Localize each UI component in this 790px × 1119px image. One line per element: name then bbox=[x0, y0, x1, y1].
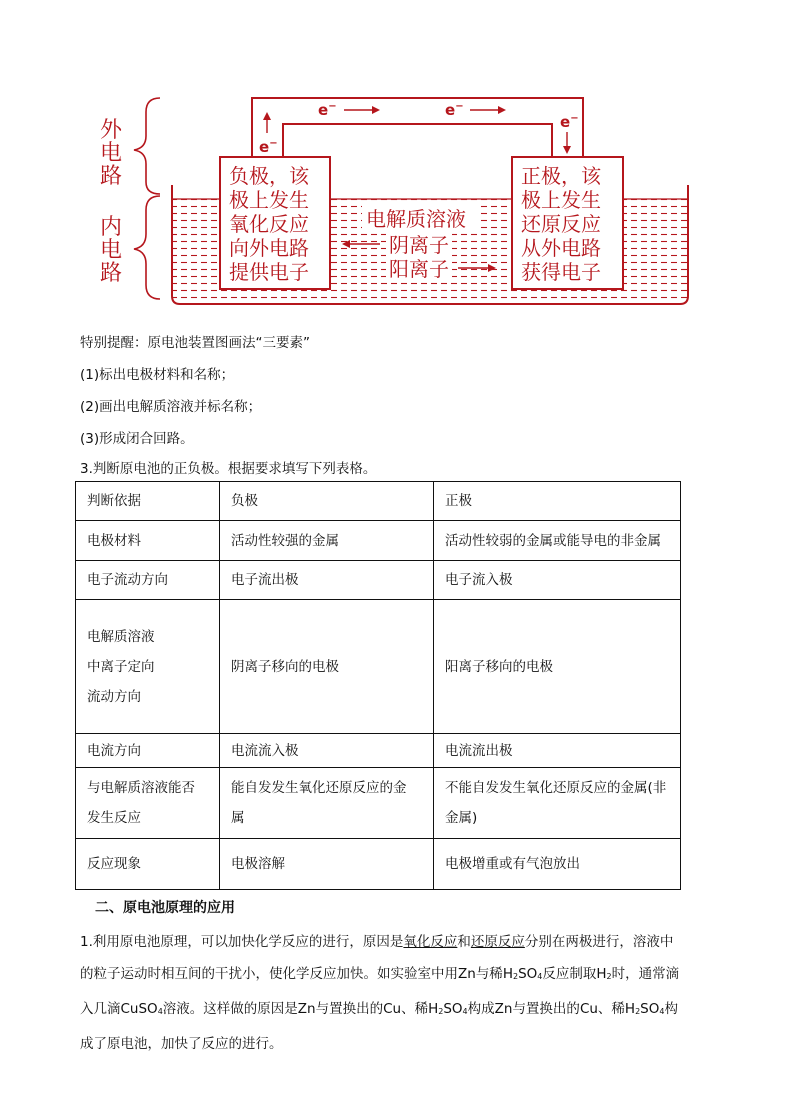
cell-line: 金属) bbox=[445, 810, 478, 826]
table-cell: 电极增重或有气泡放出 bbox=[434, 839, 681, 890]
negative-box-line-4: 向外电路 bbox=[229, 236, 309, 260]
cell-line: 不能自发发生氧化还原反应的金属(非 bbox=[445, 780, 667, 796]
table-cell bbox=[434, 768, 681, 839]
negative-box-line-2: 极上发生 bbox=[229, 188, 309, 212]
electrode-comparison-table bbox=[75, 481, 681, 890]
table-cell: 阳离子移向的电极 bbox=[434, 600, 681, 734]
cell-line: 电解质溶液 bbox=[87, 628, 155, 645]
table-cell: 活动性较弱的金属或能导电的非金属 bbox=[434, 521, 681, 561]
underlined-reduction: 还原反应 bbox=[470, 934, 525, 950]
external-wire-inner bbox=[283, 124, 552, 157]
electron-label-right: e− bbox=[560, 113, 579, 131]
table-row bbox=[76, 839, 681, 890]
outer-circuit-brace bbox=[134, 98, 160, 194]
table-cell: 电子流动方向 bbox=[76, 561, 220, 600]
header-cell-negative: 负极 bbox=[220, 482, 434, 521]
outer-circuit-label-3: 路 bbox=[100, 164, 123, 189]
application-paragraph: 1.利用原电池原理，可以加快化学反应的进行，原因是氧化反应和还原反应分别在两极进行，溶液中的粒子运动时相互间的干扰小，使化学反应加快。如实验室中用Zn与稀$H_2SO_4$反应制取$H_2$时，通常滴入几滴CuSO$_4$溶液。这样做的原因是Zn与置换出的Cu、稀$H_2SO_4$构成Zn与置换出的Cu、稀$H_2SO_4$构成了原电池，加快了反应的进行。 bbox=[80, 934, 680, 1052]
external-wire bbox=[252, 98, 583, 157]
table-cell: 电子流出极 bbox=[220, 561, 434, 600]
cell-line: 流动方向 bbox=[87, 688, 141, 705]
table-row bbox=[76, 521, 681, 561]
header-cell-positive: 正极 bbox=[434, 482, 681, 521]
section-2-title: 二、原电池原理的应用 bbox=[95, 900, 235, 916]
inner-circuit-label-2: 电 bbox=[100, 238, 123, 263]
table-row bbox=[76, 768, 681, 839]
table-cell bbox=[76, 768, 220, 839]
table-cell bbox=[76, 600, 220, 734]
table-cell: 电子流入极 bbox=[434, 561, 681, 600]
tip-item-1: (1)标出电极材料和名称； bbox=[80, 367, 235, 383]
header-cell-basis: 判断依据 bbox=[76, 482, 220, 521]
galvanic-cell-diagram bbox=[0, 0, 790, 320]
cell-line: 发生反应 bbox=[87, 810, 141, 826]
positive-box-line-5: 获得电子 bbox=[521, 260, 601, 284]
negative-box-line-1: 负极，该 bbox=[229, 164, 309, 188]
positive-box-line-4: 从外电路 bbox=[521, 236, 601, 260]
cell-line: 中离子定向 bbox=[87, 658, 155, 675]
inner-circuit-brace bbox=[134, 196, 160, 299]
electron-label-2: e− bbox=[445, 101, 464, 119]
table-row bbox=[76, 600, 681, 734]
table-cell: 活动性较强的金属 bbox=[220, 521, 434, 561]
cell-line: 与电解质溶液能否 bbox=[87, 780, 195, 796]
negative-box-line-3: 氧化反应 bbox=[229, 212, 309, 236]
table-cell: 电极溶解 bbox=[220, 839, 434, 890]
table-cell: 反应现象 bbox=[76, 839, 220, 890]
table-cell: 电极材料 bbox=[76, 521, 220, 561]
outer-circuit-label-1: 外 bbox=[100, 118, 123, 143]
table-cell: 电流流入极 bbox=[220, 734, 434, 768]
inner-circuit-label-1: 内 bbox=[100, 215, 123, 240]
inner-circuit-label-3: 路 bbox=[100, 261, 123, 286]
positive-box-line-3: 还原反应 bbox=[521, 212, 601, 236]
outer-circuit-label-2: 电 bbox=[100, 141, 123, 166]
cation-label: 阳离子 bbox=[389, 257, 449, 281]
table-cell: 阴离子移向的电极 bbox=[220, 600, 434, 734]
table-cell: 电流方向 bbox=[76, 734, 220, 768]
table-row bbox=[76, 561, 681, 600]
electron-label-1: e− bbox=[318, 101, 337, 119]
tip-item-3: (3)形成闭合回路。 bbox=[80, 431, 194, 447]
table-cell: 电流流出极 bbox=[434, 734, 681, 768]
positive-box-line-1: 正极，该 bbox=[521, 164, 601, 188]
table-row bbox=[76, 734, 681, 768]
cell-line: 属 bbox=[231, 810, 245, 826]
positive-box-line-2: 极上发生 bbox=[521, 188, 601, 212]
electrolyte-label: 电解质溶液 bbox=[366, 207, 466, 231]
negative-box-line-5: 提供电子 bbox=[229, 260, 309, 284]
table-cell bbox=[220, 768, 434, 839]
tip-item-2: (2)画出电解质溶液并标名称； bbox=[80, 399, 262, 415]
underlined-oxidation: 氧化反应 bbox=[403, 934, 458, 950]
electron-label-left: e− bbox=[259, 138, 278, 156]
question-3: 3.判断原电池的正负极。根据要求填写下列表格。 bbox=[80, 461, 377, 477]
cell-line: 能自发发生氧化还原反应的金 bbox=[231, 780, 407, 796]
anion-label: 阴离子 bbox=[389, 233, 449, 257]
table-header-row bbox=[76, 482, 681, 521]
tip-title: 特别提醒：原电池装置图画法“三要素” bbox=[80, 335, 310, 351]
